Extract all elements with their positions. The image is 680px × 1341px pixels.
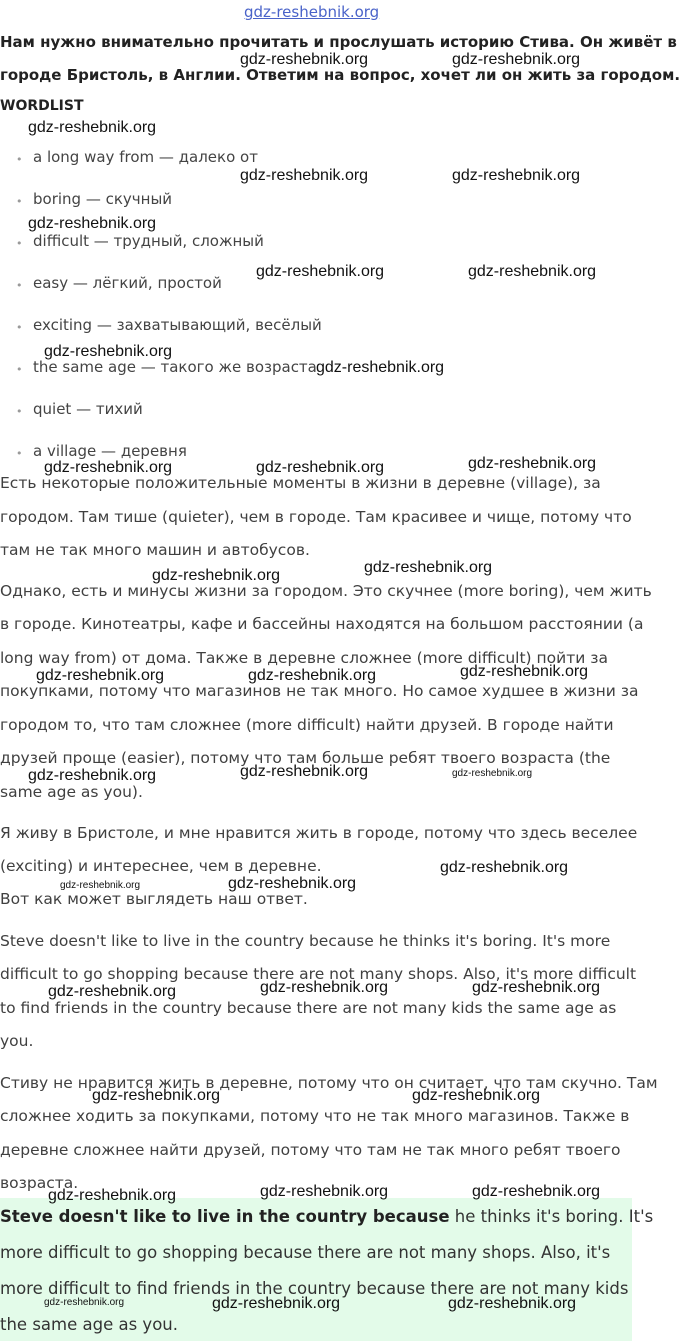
paragraph-3-line: Я живу в Бристоле, и мне нравится жить в городе, потому что здесь веселее — [0, 824, 638, 842]
watermark: gdz-reshebnik.org — [452, 768, 533, 779]
watermark: gdz-reshebnik.org — [440, 859, 569, 876]
wordlist-item-text: difficult — трудный, сложный — [33, 232, 264, 250]
watermark: gdz-reshebnik.org — [44, 1297, 125, 1308]
list-item — [16, 400, 23, 419]
russian-translation-line: сложнее ходить за покупками, потому что не так много магазинов. Также в — [0, 1107, 630, 1125]
russian-translation-line: Стиву не нравится жить в деревне, потому что он считает, что там скучно. Там — [0, 1074, 658, 1092]
wordlist-item-text: boring — скучный — [33, 190, 173, 208]
list-item — [16, 316, 23, 335]
paragraph-2-line: городом то, что там сложнее (more difficult) найти друзей. В городе найти — [0, 716, 614, 734]
watermark: gdz-reshebnik.org — [240, 763, 369, 780]
answer-intro: Вот как может выглядеть наш ответ. — [0, 890, 308, 908]
intro-line-1: Нам нужно внимательно прочитать и прослушать историю Стива. Он живёт в — [0, 33, 677, 51]
watermark: gdz-reshebnik.org — [472, 979, 601, 996]
wordlist-item-text: quiet — тихий — [33, 400, 143, 418]
watermark: gdz-reshebnik.org — [212, 1295, 341, 1312]
watermark: gdz-reshebnik.org — [228, 875, 357, 892]
watermark: gdz-reshebnik.org — [240, 167, 369, 184]
watermark: gdz-reshebnik.org — [152, 567, 281, 584]
watermark: gdz-reshebnik.org — [28, 215, 157, 232]
watermark: gdz-reshebnik.org — [468, 263, 597, 280]
list-item — [16, 190, 23, 209]
english-answer-line: you. — [0, 1032, 34, 1050]
wordlist-heading: WORDLIST — [0, 98, 84, 114]
paragraph-2-line: Однако, есть и минусы жизни за городом. Это скучнее (more boring), чем жить — [0, 582, 652, 600]
list-item — [16, 358, 23, 377]
watermark: gdz-reshebnik.org — [28, 119, 157, 136]
watermark: gdz-reshebnik.org — [460, 663, 589, 680]
russian-translation-line: деревне сложнее найти друзей, потому что там не так много ребят твоего — [0, 1141, 621, 1159]
watermark: gdz-reshebnik.org — [44, 343, 173, 360]
english-answer-line: to find friends in the country because there are not many kids the same age as — [0, 999, 617, 1017]
english-answer-line: difficult to go shopping because there are not many shops. Also, it's more difficult — [0, 965, 637, 983]
list-item — [16, 148, 23, 167]
watermark: gdz-reshebnik.org — [36, 667, 165, 684]
wordlist-item-text: a village — деревня — [33, 442, 187, 460]
bullet-icon: • — [16, 195, 23, 208]
highlighted-answer-line: the same age as you. — [0, 1315, 178, 1334]
list-item — [16, 274, 23, 293]
watermark: gdz-reshebnik.org — [256, 263, 385, 280]
bullet-icon: • — [16, 447, 23, 460]
bullet-icon: • — [16, 405, 23, 418]
highlighted-answer-line: more difficult to find friends in the country because there are not many kids — [0, 1279, 629, 1298]
watermark: gdz-reshebnik.org — [48, 983, 177, 1000]
bullet-icon: • — [16, 279, 23, 292]
wordlist-item-text: a long way from — далеко от — [33, 148, 258, 166]
paragraph-2-line: покупками, потому что магазинов не так много. Но самое худшее в жизни за — [0, 682, 639, 700]
watermark: gdz-reshebnik.org — [256, 459, 385, 476]
paragraph-2-line: same age as you). — [0, 783, 143, 801]
bullet-icon: • — [16, 153, 23, 166]
paragraph-2-line: long way from) от дома. Также в деревне сложнее (more difficult) пойти за — [0, 649, 608, 667]
watermark: gdz-reshebnik.org — [412, 1087, 541, 1104]
watermark: gdz-reshebnik.org — [316, 359, 445, 376]
watermark: gdz-reshebnik.org — [260, 1183, 389, 1200]
list-item — [16, 232, 23, 251]
wordlist-item-text: exciting — захватывающий, весёлый — [33, 316, 322, 334]
watermark: gdz-reshebnik.org — [44, 459, 173, 476]
bullet-icon: • — [16, 363, 23, 376]
highlighted-answer-line — [0, 1207, 653, 1226]
paragraph-2-line: друзей проще (easier), потому что там больше ребят твоего возраста (the — [0, 749, 611, 767]
watermark: gdz-reshebnik.org — [452, 51, 581, 68]
watermark: gdz-reshebnik.org — [468, 455, 597, 472]
watermark: gdz-reshebnik.org — [452, 167, 581, 184]
highlighted-answer-bold: Steve doesn't like to live in the country because — [0, 1207, 450, 1226]
highlighted-answer-rest: he thinks it's boring. It's — [449, 1207, 654, 1226]
watermark: gdz-reshebnik.org — [240, 51, 369, 68]
bullet-icon: • — [16, 321, 23, 334]
list-item — [16, 442, 23, 461]
intro-line-2: городе Бристоль, в Англии. Ответим на вопрос, хочет ли он жить за городом. — [0, 66, 680, 84]
paragraph-1-line: там не так много машин и автобусов. — [0, 541, 310, 559]
highlighted-answer-line: more difficult to go shopping because there are not many shops. Also, it's — [0, 1243, 611, 1262]
watermark: gdz-reshebnik.org — [472, 1183, 601, 1200]
watermark: gdz-reshebnik.org — [28, 767, 157, 784]
wordlist-item-text: the same age — такого же возраста — [33, 358, 317, 376]
watermark: gdz-reshebnik.org — [92, 1087, 221, 1104]
wordlist-item-text: easy — лёгкий, простой — [33, 274, 222, 292]
paragraph-3-line: (exciting) и интереснее, чем в деревне. — [0, 857, 322, 875]
site-link[interactable]: gdz-reshebnik.org — [244, 3, 380, 21]
english-answer-line: Steve doesn't like to live in the country because he thinks it's boring. It's more — [0, 932, 611, 950]
watermark: gdz-reshebnik.org — [448, 1295, 577, 1312]
russian-translation-line: возраста. — [0, 1174, 79, 1192]
watermark: gdz-reshebnik.org — [364, 559, 493, 576]
watermark: gdz-reshebnik.org — [248, 667, 377, 684]
paragraph-1-line: городом. Там тише (quieter), чем в городе. Там красивее и чище, потому что — [0, 508, 632, 526]
watermark: gdz-reshebnik.org — [260, 979, 389, 996]
bullet-icon: • — [16, 237, 23, 250]
paragraph-2-line: в городе. Кинотеатры, кафе и бассейны находятся на большом расстоянии (a — [0, 615, 644, 633]
watermark: gdz-reshebnik.org — [60, 880, 141, 891]
paragraph-1-line: Есть некоторые положительные моменты в жизни в деревне (village), за — [0, 474, 601, 492]
watermark: gdz-reshebnik.org — [48, 1187, 177, 1204]
